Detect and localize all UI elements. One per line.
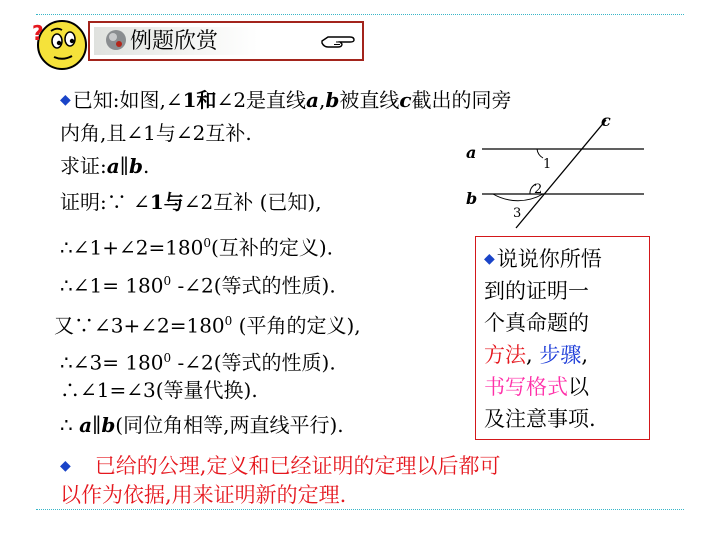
- title-panel: [88, 21, 364, 61]
- note-line-4: 方法, 步骤,: [484, 343, 589, 367]
- bullet-diamond-icon: ◆: [60, 92, 71, 108]
- given-line-1: ◆ 已知:如图,∠1和∠2是直线a,b被直线c截出的同旁: [60, 88, 512, 112]
- note-method: 方法: [484, 343, 526, 367]
- footer-line-2: 以作为依据,用来证明新的定理.: [60, 483, 347, 507]
- bottom-divider: [36, 509, 684, 510]
- top-divider: [36, 14, 684, 15]
- note-steps: 步骤: [539, 343, 582, 367]
- svg-text:?: ?: [32, 21, 44, 45]
- proof-step-4: 又$\because\angle 3+\angle 2=180^0$ (平角的定义),: [54, 313, 361, 338]
- sphere-icon: [104, 28, 128, 52]
- reflection-note: [475, 236, 650, 440]
- note-line-5: 书写格式以: [484, 375, 589, 399]
- footer-line-1: ◆ 已给的公理,定义和已经证明的定理以后都可: [60, 454, 501, 478]
- note-format: 书写格式: [484, 375, 568, 399]
- bullet-diamond-icon: ◆: [60, 458, 71, 474]
- geometry-figure: [456, 108, 646, 230]
- bullet-diamond-icon: ◆: [484, 251, 495, 267]
- line-c: [516, 120, 606, 228]
- note-line-3: 个真命题的: [484, 311, 589, 335]
- angle-label-3: 3: [513, 206, 522, 221]
- figure-label-b: b: [466, 189, 478, 208]
- proof-step-5: ∴∠3= $180^0$ -∠2(等式的性质).: [60, 350, 336, 375]
- note-line-2: 到的证明一: [484, 279, 589, 303]
- proof-step-6: ∴∠1=∠3(等量代换).: [60, 378, 258, 402]
- note-line-1: ◆说说你所悟: [484, 247, 602, 271]
- prove-line: 求证:a∥b.: [60, 154, 150, 178]
- given-line-2: 内角,且∠1与∠2互补.: [60, 121, 252, 145]
- figure-label-a: a: [466, 143, 477, 162]
- note-line-6: 及注意事项.: [484, 407, 596, 431]
- proof-step-3: ∴∠1= $180^0$ -∠2(等式的性质).: [60, 273, 336, 298]
- proof-step-1: 证明:∵ ∠1与∠2互补 (已知),: [60, 190, 322, 214]
- pointing-hand-icon: [320, 29, 356, 53]
- page-title: 例题欣赏: [130, 29, 219, 54]
- angle-label-2: 2: [534, 182, 543, 197]
- proof-conclusion: ∴ a∥b(同位角相等,两直线平行).: [60, 413, 344, 437]
- proof-step-2: $\therefore\angle 1+\angle 2=180^0$(互补的定义).: [60, 235, 333, 260]
- angle-label-1: 1: [543, 157, 552, 172]
- thinking-face-icon: [30, 13, 90, 75]
- figure-label-c: c: [601, 111, 611, 130]
